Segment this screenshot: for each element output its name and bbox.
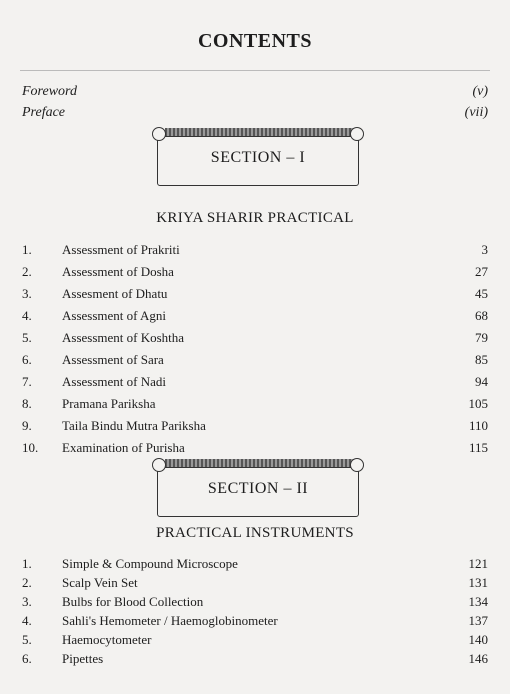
- toc-row-number: 9.: [22, 418, 32, 433]
- front-matter-preface: [22, 105, 488, 121]
- toc-row-title: Assessment of Koshtha: [62, 330, 185, 345]
- toc-row-title: Assessment of Sara: [62, 352, 164, 367]
- toc-row: [22, 330, 488, 352]
- toc-row-page: 85: [475, 352, 488, 367]
- toc-row: [22, 418, 488, 440]
- toc-row-page: 105: [468, 396, 488, 411]
- toc-row-number: 6.: [22, 651, 32, 666]
- toc-row-title: Assesment of Dhatu: [62, 286, 168, 301]
- toc-row-page: 27: [475, 264, 488, 279]
- toc-row-title: Examination of Purisha: [62, 440, 185, 455]
- toc-row-number: 7.: [22, 374, 32, 389]
- toc-row-title: Scalp Vein Set: [62, 575, 138, 590]
- page-title: CONTENTS: [197, 30, 313, 52]
- toc-row-title: Pramana Pariksha: [62, 396, 156, 411]
- toc-row-page: 131: [468, 575, 488, 590]
- toc-row-page: 121: [468, 556, 488, 571]
- front-matter-page: (vii): [464, 105, 488, 120]
- toc-row-number: 3.: [22, 286, 32, 301]
- toc-row-page: 146: [468, 651, 488, 666]
- front-matter-label: Foreword: [22, 84, 77, 99]
- toc-row-page: 94: [475, 374, 488, 389]
- toc-row-number: 8.: [22, 396, 32, 411]
- toc-row-page: 3: [481, 242, 488, 257]
- toc-row: [22, 651, 488, 673]
- front-matter-label: Preface: [22, 105, 66, 120]
- front-matter-foreword: [22, 84, 488, 100]
- toc-row-page: 79: [475, 330, 488, 345]
- toc-row-page: 134: [468, 594, 488, 609]
- toc-row: [22, 264, 488, 286]
- section-1-heading: KRIYA SHARIR PRACTICAL: [156, 210, 354, 226]
- toc-row-number: 6.: [22, 352, 32, 367]
- section-2-banner: [157, 467, 359, 517]
- section-2-heading: PRACTICAL INSTRUMENTS: [156, 525, 354, 541]
- section-2-banner-label: SECTION – II: [207, 480, 309, 497]
- toc-row-title: Assessment of Nadi: [62, 374, 166, 389]
- toc-row-number: 2.: [22, 575, 32, 590]
- toc-row-title: Simple & Compound Microscope: [62, 556, 238, 571]
- scroll-banner-top: [165, 459, 355, 467]
- toc-row-number: 5.: [22, 632, 32, 647]
- toc-row-page: 110: [468, 418, 488, 433]
- toc-row-number: 4.: [22, 308, 32, 323]
- toc-row: [22, 352, 488, 374]
- toc-row-title: Taila Bindu Mutra Pariksha: [62, 418, 206, 433]
- toc-row: [22, 396, 488, 418]
- title-divider: [20, 70, 490, 71]
- toc-row-page: 115: [468, 440, 488, 455]
- toc-row: [22, 308, 488, 330]
- toc-row-page: 137: [468, 613, 488, 628]
- front-matter-page: (v): [472, 84, 488, 99]
- toc-row-title: Assessment of Dosha: [62, 264, 174, 279]
- toc-row-number: 1.: [22, 242, 32, 257]
- toc-row-title: Bulbs for Blood Collection: [62, 594, 204, 609]
- toc-row: [22, 286, 488, 308]
- toc-row-title: Pipettes: [62, 651, 104, 666]
- toc-row-title: Sahli's Hemometer / Haemoglobinometer: [62, 613, 278, 628]
- toc-row-page: 140: [468, 632, 488, 647]
- toc-row-page: 45: [475, 286, 488, 301]
- toc-row: [22, 374, 488, 396]
- toc-row-number: 5.: [22, 330, 32, 345]
- toc-row-title: Assessment of Prakriti: [62, 242, 180, 257]
- section-1-banner-label: SECTION – I: [210, 149, 306, 166]
- toc-row-title: Assessment of Agni: [62, 308, 166, 323]
- toc-row-number: 1.: [22, 556, 32, 571]
- toc-row-number: 2.: [22, 264, 32, 279]
- toc-row-number: 3.: [22, 594, 32, 609]
- toc-row-title: Haemocytometer: [62, 632, 152, 647]
- toc-row: [22, 242, 488, 264]
- toc-row-page: 68: [475, 308, 488, 323]
- section-1-banner: [157, 136, 359, 186]
- toc-row-number: 4.: [22, 613, 32, 628]
- toc-row-number: 10.: [22, 440, 39, 455]
- scroll-banner-top: [165, 128, 355, 136]
